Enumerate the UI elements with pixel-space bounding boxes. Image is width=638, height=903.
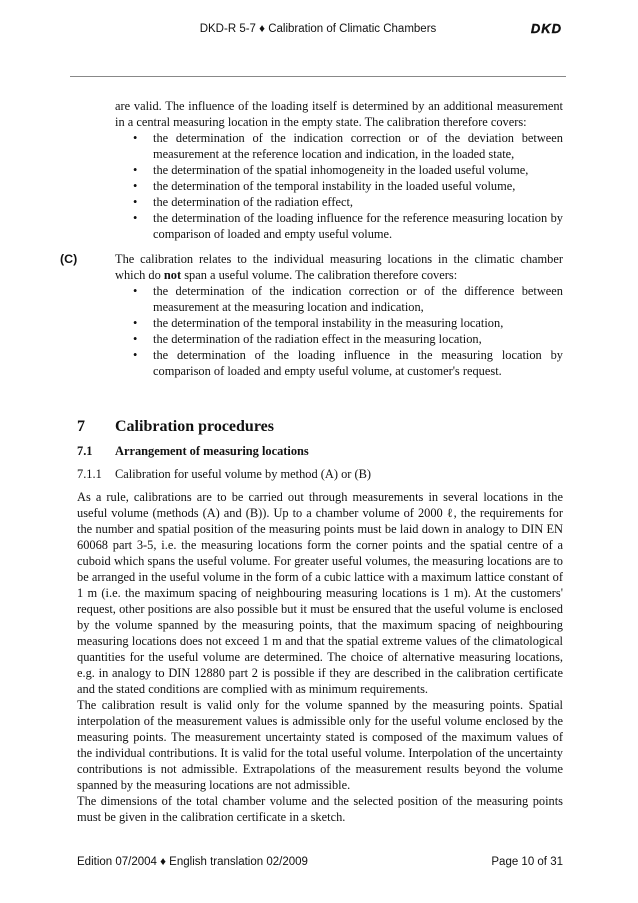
section-title: Calibration procedures [115,418,274,435]
list-item: • the determination of the temporal instability in the loaded useful volume, [115,178,563,194]
list-method-c [115,283,563,379]
subsubsection-number: 7.1.1 [77,467,102,481]
header-title: DKD-R 5-7 ♦ Calibration of Climatic Chambers [199,23,437,35]
body-paragraph: The dimensions of the total chamber volume and the selected position of the measuring points must be given in the calibration certificate in a sketch. [77,794,563,824]
footer-page-number: Page 10 of 31 [491,856,563,868]
section-heading [77,417,563,437]
list-item: • the determination of the indication correction or of the difference between measurement at the measuring location and indication, [115,283,563,315]
body-paragraph: The calibration result is valid only for the volume spanned by the measuring points. Spatial interpolation of the measurement values is admissible only for the useful volume enclosed by the measuring points. The measurement uncertainty stated is composed of the maximum values of the individual contributions. It is valid for the total useful volume. Interpolation of the uncertainty contributions is not admissible. Extrapolations of the measurement results beyond the volume spanned by the measuring locations are not admissible. [77,698,563,792]
list-item: • the determination of the radiation effect in the measuring location, [115,331,563,347]
method-c-bold-word: not [163,268,182,282]
continuation-paragraph: are valid. The influence of the loading itself is determined by an additional measurement in a central measuring location in the empty state. The calibration therefore covers: [115,99,563,129]
footer-edition: Edition 07/2004 ♦ English translation 02/2009 [77,856,308,868]
subsection-number: 7.1 [77,444,93,458]
method-c-text-after: span a useful volume. The calibration therefore covers: [181,268,458,282]
method-c-text-before: The calibration relates to the individual measuring locations in the climatic chamber which do [115,252,563,282]
section-number: 7 [77,418,85,435]
list-method-b [115,130,563,242]
list-item: • the determination of the spatial inhomogeneity in the loaded useful volume, [115,162,563,178]
page-content [60,98,563,825]
section-body [77,489,563,825]
dkd-logo: DKD [530,21,562,36]
list-item: • the determination of the indication correction or of the deviation between measurement at the reference location and indication, in the loaded state, [115,130,563,162]
method-c-paragraph [115,251,563,283]
body-paragraph: As a rule, calibrations are to be carried out through measurements in several locations in the useful volume (methods (A) and (B)). Up to a chamber volume of 2000 ℓ, the requirements for the number and spatial position of the measuring points must be laid down in analogy to DIN EN 60068 part 3-5, i.e. the measuring locations form the corner points and the spatial centre of a cuboid which spans the useful volume. For greater useful volumes, the measuring locations are to be arranged in the useful volume in the form of a cubic lattice with a maximum lattice constant of 1 m (i.e. the maximum spacing of neighbouring measuring locations is 1 m). At the customers' request, other positions are also possible but it must be ensured that the useful volume is enclosed by the volume spanned by the measuring points, that the maximum spacing of neighbouring measuring locations does not exceed 1 m and that the spatial extreme values of the climatological quantities for the useful volume are determined. The choice of alternative measuring locations, e.g. in analogy to DIN 12880 part 2 is possible if they are described in the calibration certificate and the stated conditions are complied with as minimum requirements. [77,490,563,696]
subsection-heading [77,443,563,459]
list-item: • the determination of the temporal instability in the measuring location, [115,315,563,331]
list-item: • the determination of the loading influence for the reference measuring location by comparison of loaded and empty useful volume. [115,210,563,242]
method-c-block [60,251,563,379]
subsection-title: Arrangement of measuring locations [115,444,309,458]
list-item: • the determination of the loading influence in the measuring location by comparison of loaded and empty useful volume, at customer's request. [115,347,563,379]
subsubsection-title: Calibration for useful volume by method (A) or (B) [115,467,372,481]
subsubsection-heading [77,466,563,482]
page-header [70,18,566,77]
method-c-marker: (C) [60,252,78,266]
list-item: • the determination of the radiation effect, [115,194,563,210]
